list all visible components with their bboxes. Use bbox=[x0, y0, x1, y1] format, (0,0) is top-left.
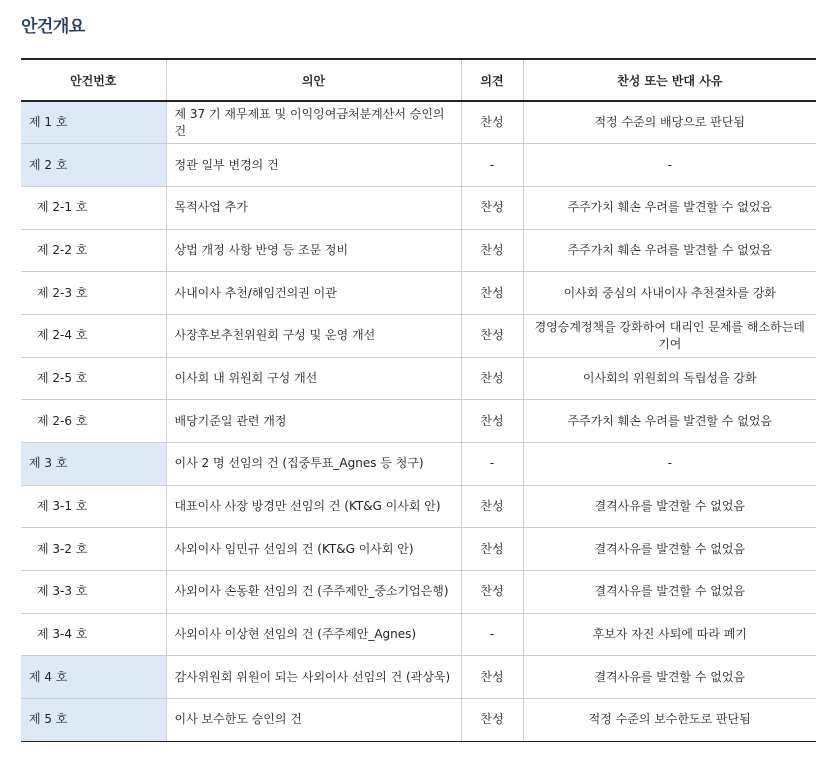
table-row bbox=[21, 528, 816, 571]
agenda-number: 제 2 호 bbox=[21, 144, 166, 187]
agenda-number: 제 4 호 bbox=[21, 656, 166, 699]
table-row bbox=[21, 229, 816, 272]
table-row bbox=[21, 357, 816, 400]
agenda-title: 이사회 내 위원회 구성 개선 bbox=[166, 357, 461, 400]
agenda-number: 제 3-4 호 bbox=[21, 613, 166, 656]
table-row bbox=[21, 656, 816, 699]
reason: 이사회의 위원회의 독립성을 강화 bbox=[523, 357, 816, 400]
agenda-number: 제 2-6 호 bbox=[21, 400, 166, 443]
table-row bbox=[21, 613, 816, 656]
agenda-title: 사외이사 이상현 선임의 건 (주주제안_Agnes) bbox=[166, 613, 461, 656]
agenda-number: 제 3 호 bbox=[21, 443, 166, 486]
table-row bbox=[21, 144, 816, 187]
opinion: 찬성 bbox=[461, 101, 523, 144]
agenda-number: 제 2-5 호 bbox=[21, 357, 166, 400]
table-row bbox=[21, 400, 816, 443]
opinion: 찬성 bbox=[461, 272, 523, 315]
opinion: 찬성 bbox=[461, 400, 523, 443]
reason: 이사회 중심의 사내이사 추천절차를 강화 bbox=[523, 272, 816, 315]
reason: 주주가치 훼손 우려를 발견할 수 없었음 bbox=[523, 229, 816, 272]
agenda-number: 제 2-4 호 bbox=[21, 314, 166, 357]
agenda-number: 제 3-1 호 bbox=[21, 485, 166, 528]
table-header-row bbox=[21, 59, 816, 101]
reason: 결격사유를 발견할 수 없었음 bbox=[523, 571, 816, 614]
reason: - bbox=[523, 144, 816, 187]
table-row bbox=[21, 443, 816, 486]
agenda-number: 제 3-2 호 bbox=[21, 528, 166, 571]
agenda-number: 제 5 호 bbox=[21, 699, 166, 742]
opinion: 찬성 bbox=[461, 485, 523, 528]
agenda-title: 사외이사 임민규 선임의 건 (KT&G 이사회 안) bbox=[166, 528, 461, 571]
page-title: 안건개요 bbox=[21, 17, 85, 37]
reason: 결격사유를 발견할 수 없었음 bbox=[523, 656, 816, 699]
opinion: - bbox=[461, 443, 523, 486]
reason: 주주가치 훼손 우려를 발견할 수 없었음 bbox=[523, 186, 816, 229]
agenda-number: 제 1 호 bbox=[21, 101, 166, 144]
agenda-number: 제 2-1 호 bbox=[21, 186, 166, 229]
reason: 결격사유를 발견할 수 없었음 bbox=[523, 485, 816, 528]
header-reason: 찬성 또는 반대 사유 bbox=[523, 59, 816, 101]
header-agenda: 의안 bbox=[166, 59, 461, 101]
opinion: - bbox=[461, 144, 523, 187]
reason: 결격사유를 발견할 수 없었음 bbox=[523, 528, 816, 571]
agenda-title: 사내이사 추천/해임건의권 이관 bbox=[166, 272, 461, 315]
agenda-title: 정관 일부 변경의 건 bbox=[166, 144, 461, 187]
table-row bbox=[21, 485, 816, 528]
opinion: 찬성 bbox=[461, 357, 523, 400]
table-row bbox=[21, 186, 816, 229]
table-row bbox=[21, 272, 816, 315]
agenda-title: 목적사업 추가 bbox=[166, 186, 461, 229]
agenda-title: 대표이사 사장 방경만 선임의 건 (KT&G 이사회 안) bbox=[166, 485, 461, 528]
reason: 적정 수준의 보수한도로 판단됨 bbox=[523, 699, 816, 742]
opinion: 찬성 bbox=[461, 229, 523, 272]
reason: 경영승계정책을 강화하여 대리인 문제를 해소하는데 기여 bbox=[523, 314, 816, 357]
agenda-number: 제 2-3 호 bbox=[21, 272, 166, 315]
table-row bbox=[21, 101, 816, 144]
table-row bbox=[21, 314, 816, 357]
table-row bbox=[21, 571, 816, 614]
reason: - bbox=[523, 443, 816, 486]
table-row bbox=[21, 699, 816, 742]
header-opinion: 의견 bbox=[461, 59, 523, 101]
reason: 주주가치 훼손 우려를 발견할 수 없었음 bbox=[523, 400, 816, 443]
agenda-title: 이사 2 명 선임의 건 (집중투표_Agnes 등 청구) bbox=[166, 443, 461, 486]
opinion: 찬성 bbox=[461, 656, 523, 699]
opinion: - bbox=[461, 613, 523, 656]
agenda-title: 감사위원회 위원이 되는 사외이사 선임의 건 (곽상욱) bbox=[166, 656, 461, 699]
reason: 적정 수준의 배당으로 판단됨 bbox=[523, 101, 816, 144]
agenda-title: 배당기준일 관련 개정 bbox=[166, 400, 461, 443]
opinion: 찬성 bbox=[461, 571, 523, 614]
header-agenda-number: 안건번호 bbox=[21, 59, 166, 101]
agenda-table bbox=[21, 58, 816, 742]
agenda-title: 사장후보추천위원회 구성 및 운영 개선 bbox=[166, 314, 461, 357]
opinion: 찬성 bbox=[461, 528, 523, 571]
agenda-title: 상법 개정 사항 반영 등 조문 정비 bbox=[166, 229, 461, 272]
opinion: 찬성 bbox=[461, 186, 523, 229]
agenda-title: 이사 보수한도 승인의 건 bbox=[166, 699, 461, 742]
agenda-title: 제 37 기 재무제표 및 이익잉여금처분계산서 승인의 건 bbox=[166, 101, 461, 144]
agenda-title: 사외이사 손동환 선임의 건 (주주제안_중소기업은행) bbox=[166, 571, 461, 614]
opinion: 찬성 bbox=[461, 699, 523, 742]
agenda-number: 제 2-2 호 bbox=[21, 229, 166, 272]
agenda-number: 제 3-3 호 bbox=[21, 571, 166, 614]
opinion: 찬성 bbox=[461, 314, 523, 357]
reason: 후보자 자진 사퇴에 따라 폐기 bbox=[523, 613, 816, 656]
